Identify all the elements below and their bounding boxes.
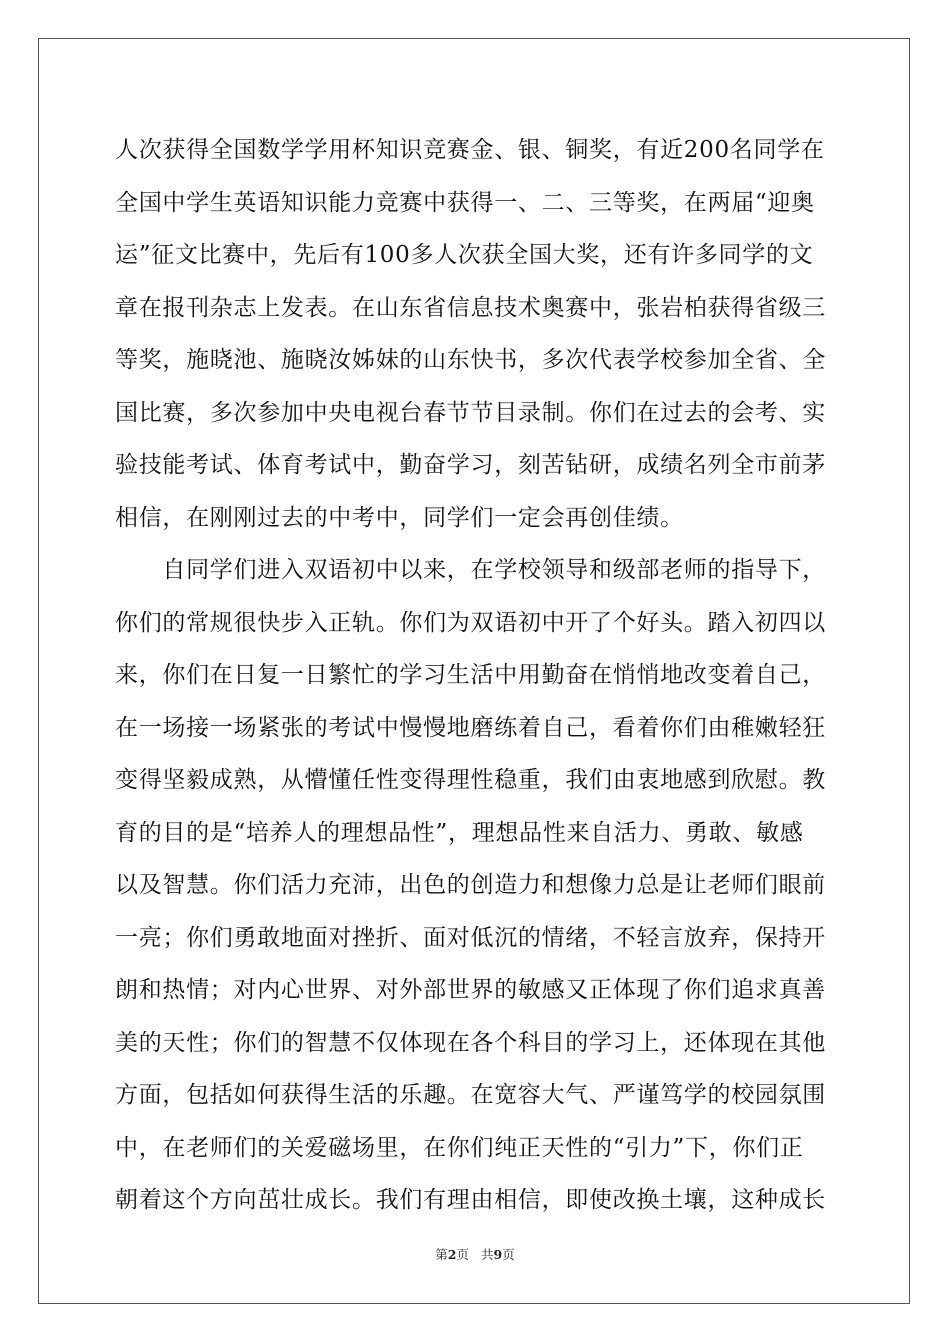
text-line: 国比赛，多次参加中央电视台春节节目录制。你们在过去的会考、实: [115, 399, 826, 426]
document-body: [115, 124, 835, 1227]
text-line: 美的天性；你们的智慧不仅体现在各个科目的学习上，还体现在其他: [115, 1029, 826, 1056]
page-footer: [0, 1245, 950, 1263]
text-line: 以及智慧。你们活力充沛，出色的创造力和想像力总是让老师们眼前: [115, 872, 826, 898]
footer-total-prefix: 共: [481, 1247, 494, 1262]
text-line: 变得坚毅成熟，从懵懂任性变得理性稳重，我们由衷地感到欣慰。教: [115, 767, 826, 793]
footer-total-suffix: 页: [502, 1247, 515, 1262]
text-line: 相信，在刚刚过去的中考中，同学们一定会再创佳绩。: [115, 504, 684, 531]
text-line: 人次获得全国数学学用杯知识竞赛金、银、铜奖，有近200名同学在: [115, 137, 825, 163]
text-line: 你们的常规很快步入正轨。你们为双语初中开了个好头。踏入初四以: [115, 609, 826, 636]
footer-page-suffix: 页: [456, 1247, 469, 1262]
text-line: 全国中学生英语知识能力竞赛中获得一、二、三等奖，在两届“迎奥: [115, 189, 815, 216]
text-line: 运”征文比赛中，先后有100多人次获全国大奖，还有许多同学的文: [115, 242, 814, 268]
text-line: 一亮；你们勇敢地面对挫折、面对低沉的情绪，不轻言放弃，保持开: [115, 924, 826, 951]
text-line: 在一场接一场紧张的考试中慢慢地磨练着自己，看着你们由稚嫩轻狂: [115, 714, 826, 741]
text-line: 育的目的是“培养人的理想品性”，理想品性来自活力、勇敢、敏感: [115, 819, 804, 846]
text-line: 章在报刊杂志上发表。在山东省信息技术奥赛中，张岩柏获得省级三: [115, 294, 826, 321]
footer-total-pages: 9: [493, 1247, 503, 1262]
paragraph-2: [115, 544, 835, 1227]
text-line: 来，你们在日复一日繁忙的学习生活中用勤奋在悄悄地改变着自己，: [115, 662, 826, 688]
text-line: 自同学们进入双语初中以来，在学校领导和级部老师的指导下，: [115, 557, 826, 583]
paragraph-1: [115, 124, 835, 544]
text-line: 中，在老师们的关爱磁场里，在你们纯正天性的“引力”下，你们正: [115, 1134, 804, 1161]
text-line: 朗和热情；对内心世界、对外部世界的敏感又正体现了你们追求真善: [115, 977, 826, 1003]
text-line: 验技能考试、体育考试中，勤奋学习，刻苦钻研，成绩名列全市前茅: [115, 452, 826, 478]
text-line: 等奖，施晓池、施晓汝姊妹的山东快书，多次代表学校参加全省、全: [115, 347, 826, 373]
text-line: 朝着这个方向茁壮成长。我们有理由相信，即使改换土壤，这种成长: [115, 1187, 826, 1213]
footer-page-number: 2: [447, 1247, 457, 1262]
text-line: 方面，包括如何获得生活的乐趣。在宽容大气、严谨笃学的校园氛围: [115, 1082, 826, 1108]
footer-page-prefix: 第: [435, 1247, 448, 1262]
